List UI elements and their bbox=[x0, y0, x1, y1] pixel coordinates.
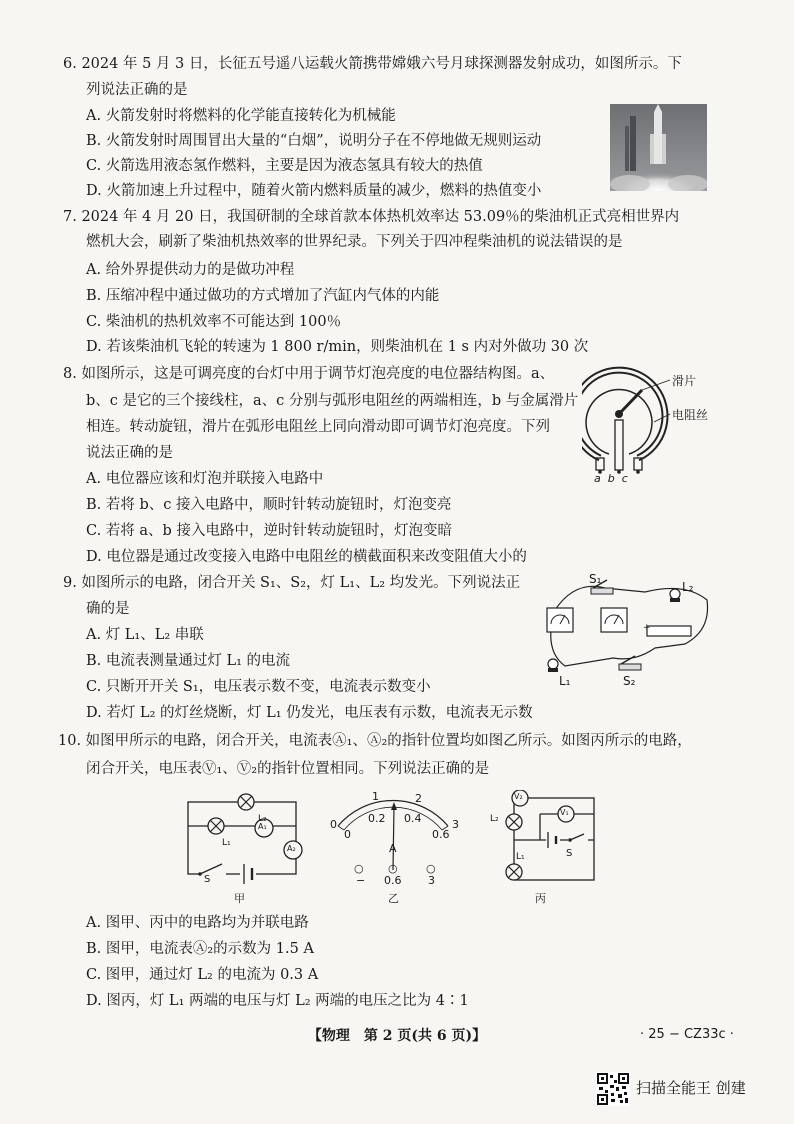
dial-bottom-0.2: 0.2 bbox=[368, 812, 386, 825]
switch-s2-label: S₂ bbox=[623, 674, 636, 688]
circuit-bing-figure bbox=[490, 790, 600, 890]
exam-code: · 25 − CZ33c · bbox=[640, 1027, 734, 1042]
figure-bing-caption: 丙 bbox=[535, 892, 546, 905]
q6-option-a: A. 火箭发射时将燃料的化学能直接转化为机械能 bbox=[86, 108, 396, 124]
q10-option-a: A. 图甲、丙中的电路均为并联电路 bbox=[86, 915, 309, 931]
circuit-jia-figure bbox=[180, 786, 310, 906]
dial-unit: A bbox=[389, 842, 397, 855]
q8-option-a: A. 电位器应该和灯泡并联接入电路中 bbox=[86, 471, 324, 487]
q9-stem-line2: 确的是 bbox=[86, 601, 130, 617]
terminal-06-label: 0.6 bbox=[384, 874, 402, 887]
page-number-footer: 【物理 第 2 页(共 6 页)】 bbox=[307, 1028, 487, 1044]
q6-stem-line1: 6. 2024 年 5 月 3 日，长征五号遥八运载火箭携带嫦娥六号月球探测器发射成功，如图所示。下 bbox=[63, 56, 682, 72]
potentiometer-figure bbox=[582, 362, 712, 487]
dial-top-3: 3 bbox=[452, 818, 459, 831]
q10-option-b: B. 图甲，电流表Ⓐ₂的示数为 1.5 A bbox=[86, 941, 314, 957]
rocket-launch-photo bbox=[610, 104, 707, 191]
q9-option-d: D. 若灯 L₂ 的灯丝烧断，灯 L₁ 仍发光，电压表有示数，电流表无示数 bbox=[86, 705, 533, 721]
bing-l2-label: L₂ bbox=[490, 814, 499, 824]
svg-text:+: + bbox=[643, 623, 651, 633]
dial-top-2: 2 bbox=[415, 792, 422, 805]
physical-circuit-figure bbox=[535, 570, 713, 690]
q6-option-b: B. 火箭发射时周围冒出大量的“白烟”，说明分子在不停地做无规则运动 bbox=[86, 133, 542, 149]
jia-a1-label: A₁ bbox=[258, 822, 267, 831]
q10-option-c: C. 图甲，通过灯 L₂ 的电流为 0.3 A bbox=[86, 967, 319, 983]
terminal-minus-circle: ○ bbox=[354, 862, 364, 875]
jia-l1-label: L₁ bbox=[222, 838, 231, 848]
scanner-watermark: 扫描全能王 创建 bbox=[636, 1079, 746, 1097]
dial-bottom-0: 0 bbox=[344, 828, 351, 841]
dial-top-1: 1 bbox=[372, 790, 379, 803]
q8-stem-line4: 说法正确的是 bbox=[86, 445, 173, 461]
q6-option-c: C. 火箭选用液态氢作燃料，主要是因为液态氢具有较大的热值 bbox=[86, 158, 483, 174]
q6-option-d: D. 火箭加速上升过程中，随着火箭内燃料质量的减少，燃料的热值变小 bbox=[86, 183, 542, 199]
bing-l1-label: L₁ bbox=[516, 852, 525, 862]
qr-code-icon bbox=[596, 1072, 630, 1106]
terminal-minus-label: − bbox=[356, 874, 366, 887]
q9-stem-line1: 9. 如图所示的电路，闭合开关 S₁、S₂，灯 L₁、L₂ 均发光。下列说法正 bbox=[63, 575, 521, 591]
q7-option-c: C. 柴油机的热机效率不可能达到 100％ bbox=[86, 314, 342, 330]
figure-jia-caption: 甲 bbox=[234, 892, 245, 905]
dial-bottom-0.4: 0.4 bbox=[404, 812, 422, 825]
lamp-l2-label: L₂ bbox=[682, 580, 694, 594]
q8-stem-line1: 8. 如图所示，这是可调亮度的台灯中用于调节灯泡亮度的电位器结构图。a、 bbox=[63, 366, 555, 382]
switch-s1-label: S₁ bbox=[589, 572, 602, 586]
q10-stem-line2: 闭合开关，电压表Ⓥ₁、Ⓥ₂的指针位置相同。下列说法正确的是 bbox=[86, 761, 490, 777]
terminal-3-circle: ○ bbox=[426, 862, 436, 875]
jia-a2-label: A₂ bbox=[287, 844, 296, 853]
q8-option-c: C. 若将 a、b 接入电路中，逆时针转动旋钮时，灯泡变暗 bbox=[86, 523, 452, 539]
jia-switch-label: S bbox=[204, 874, 211, 885]
potentiometer-slider-label: 滑片 bbox=[672, 374, 697, 388]
terminal-3-label: 3 bbox=[428, 874, 435, 887]
q6-stem-line2: 列说法正确的是 bbox=[86, 82, 188, 98]
ammeter-dial-figure bbox=[318, 788, 468, 888]
bing-v1-label: V₁ bbox=[560, 808, 569, 817]
q7-stem-line1: 7. 2024 年 4 月 20 日，我国研制的全球首款本体热机效率达 53.09％的柴油机正式亮相世界内 bbox=[63, 209, 680, 225]
q10-option-d: D. 图丙，灯 L₁ 两端的电压与灯 L₂ 两端的电压之比为 4∶1 bbox=[86, 993, 469, 1009]
q7-option-a: A. 给外界提供动力的是做功冲程 bbox=[86, 262, 295, 278]
bing-switch-label: S bbox=[566, 848, 573, 859]
q7-stem-line2: 燃机大会，刷新了柴油机热效率的世界纪录。下列关于四冲程柴油机的说法错误的是 bbox=[86, 234, 623, 250]
q8-stem-line2: b、c 是它的三个接线柱，a、c 分别与弧形电阻丝的两端相连，b 与金属滑片 bbox=[86, 393, 579, 409]
potentiometer-wire-label: 电阻丝 bbox=[672, 408, 709, 422]
q8-stem-line3: 相连。转动旋钮，滑片在弧形电阻丝上同向滑动即可调节灯泡亮度。下列 bbox=[86, 419, 550, 435]
q8-option-b: B. 若将 b、c 接入电路中，顺时针转动旋钮时，灯泡变亮 bbox=[86, 497, 452, 513]
q10-stem-line1: 10. 如图甲所示的电路，闭合开关，电流表Ⓐ₁、Ⓐ₂的指针位置均如图乙所示。如图丙所示的电路， bbox=[58, 733, 692, 749]
potentiometer-terminal-labels: a b c bbox=[594, 472, 628, 485]
q7-option-b: B. 压缩冲程中通过做功的方式增加了汽缸内气体的内能 bbox=[86, 288, 440, 304]
q9-option-b: B. 电流表测量通过灯 L₁ 的电流 bbox=[86, 653, 291, 669]
q9-option-a: A. 灯 L₁、L₂ 串联 bbox=[86, 627, 204, 643]
q9-option-c: C. 只断开开关 S₁，电压表示数不变，电流表示数变小 bbox=[86, 679, 431, 695]
lamp-l1-label: L₁ bbox=[559, 674, 571, 688]
terminal-06-circle: ○ bbox=[388, 862, 398, 875]
figure-yi-caption: 乙 bbox=[388, 892, 399, 905]
q8-option-d: D. 电位器是通过改变接入电路中电阻丝的横截面积来改变阻值大小的 bbox=[86, 549, 527, 565]
bing-v2-label: V₂ bbox=[514, 792, 523, 801]
dial-top-0: 0 bbox=[330, 818, 337, 831]
q7-option-d: D. 若该柴油机飞轮的转速为 1 800 r/min，则柴油机在 1 s 内对外做功 30 次 bbox=[86, 339, 589, 355]
jia-l2-label: L₂ bbox=[258, 814, 267, 824]
dial-bottom-0.6: 0.6 bbox=[432, 828, 450, 841]
